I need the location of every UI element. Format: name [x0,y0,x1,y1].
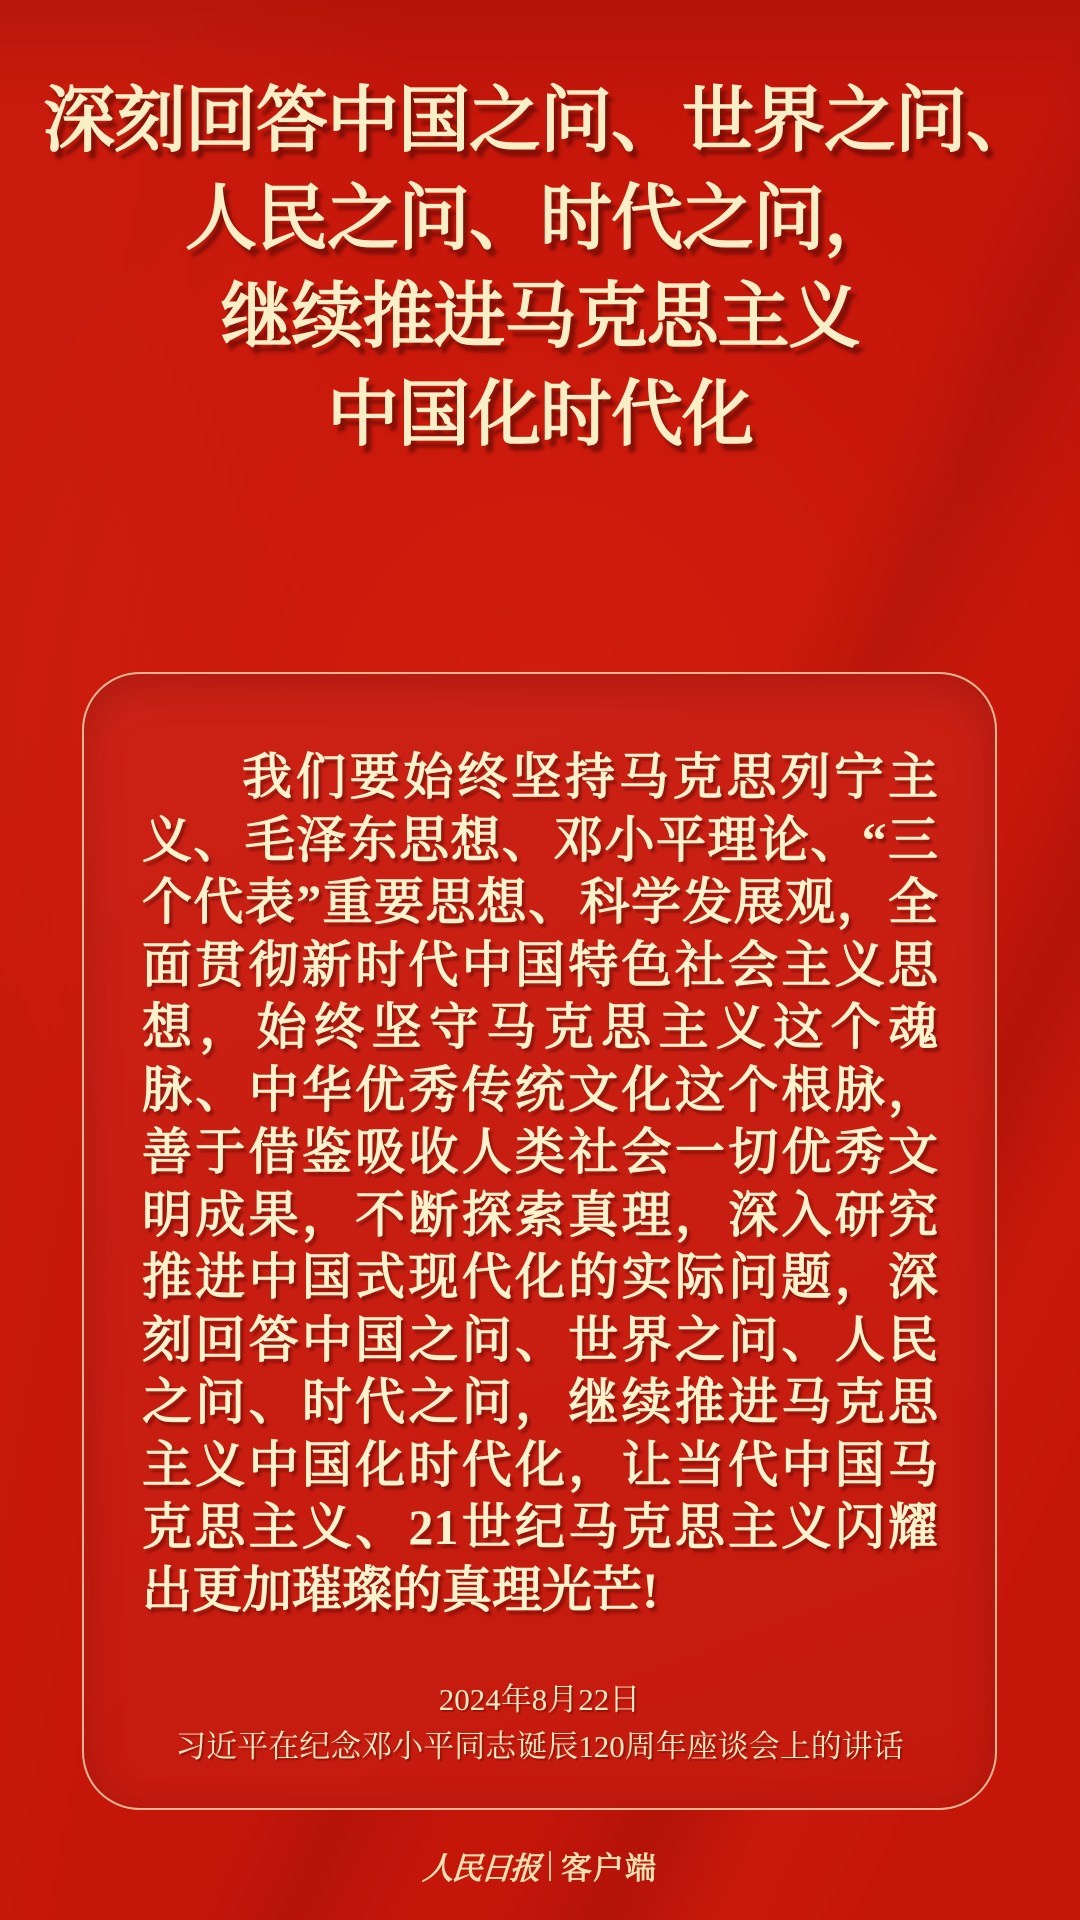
footer-brand [0,1843,1080,1888]
quote-body-text: 我们要始终坚持马克思列宁主义、毛泽东思想、邓小平理论、“三个代表”重要思想、科学发展观，全面贯彻新时代中国特色社会主义思想，始终坚守马克思主义这个魂脉、中华优秀传统文化这个根脉，善于借鉴吸收人类社会一切优秀文明成果，不断探索真理，深入研究推进中国式现代化的实际问题，深刻回答中国之问、世界之问、人民之问、时代之问，继续推进马克思主义中国化时代化，让当代中国马克思主义、21世纪马克思主义闪耀出更加璀璨的真理光芒! [142,749,938,1618]
quote-attribution: 习近平在纪念邓小平同志诞辰120周年座谈会上的讲话 [175,1729,904,1764]
title-line-4: 中国化时代化 [326,375,753,455]
title-line-3: 继续推进马克思主义 [220,277,860,357]
quote-date: 2024年8月22日 [438,1682,641,1717]
quote-card [82,672,997,1810]
brand-divider [549,1851,551,1881]
peoples-daily-logo: 人民日报 [421,1851,541,1886]
title-line-2: 人民之问、时代之问， [184,179,895,259]
title-line-1: 深刻回答中国之问、世界之问、 [42,81,1037,161]
poster-title [0,72,1080,464]
client-app-label: 客户端 [561,1851,657,1886]
